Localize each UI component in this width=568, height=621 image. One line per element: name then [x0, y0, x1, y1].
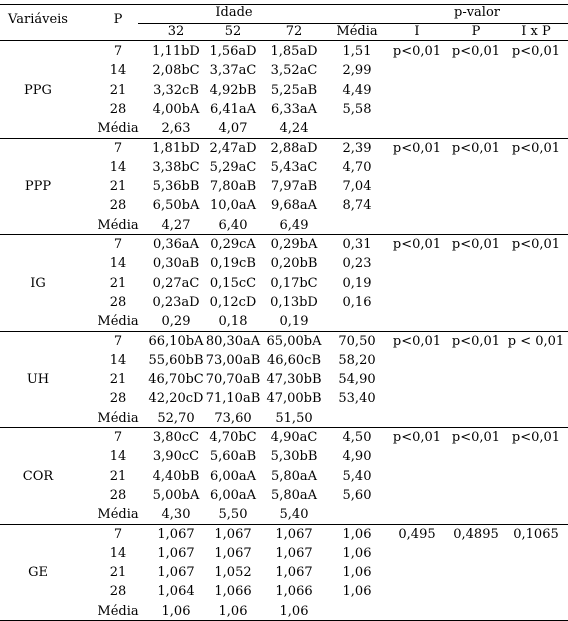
- row-p: Média: [97, 217, 139, 233]
- row-p: 28: [109, 391, 127, 407]
- cell-52: 1,56aD: [209, 44, 257, 59]
- cell-52: 80,30aA: [205, 333, 261, 349]
- row-p: 21: [109, 275, 127, 291]
- cell-72: 7,97aB: [270, 179, 318, 195]
- cell-72: 46,60cB: [266, 352, 322, 368]
- cell-72: 1,067: [275, 545, 313, 561]
- cell-72: 65,00bA: [266, 333, 322, 349]
- cell-media: 0,23: [342, 256, 372, 272]
- cell-72: 47,00bB: [266, 391, 322, 407]
- cell-media: 4,49: [342, 82, 372, 98]
- cell-media: 4,50: [342, 430, 372, 445]
- pvalue-ixp: p<0,01: [511, 140, 561, 156]
- row-p: Média: [97, 121, 139, 137]
- cell-52: 1,066: [214, 584, 252, 600]
- cell-32: 1,067: [157, 565, 195, 581]
- row-p: 14: [109, 352, 127, 368]
- row-p: 21: [109, 82, 127, 98]
- header-col-1: 52: [224, 24, 242, 39]
- cell-32: 0,29: [161, 314, 191, 330]
- cell-media: 2,99: [342, 63, 372, 79]
- cell-32: 3,80cC: [152, 430, 200, 445]
- cell-52: 0,12cD: [209, 294, 257, 310]
- cell-media: 1,51: [342, 44, 372, 59]
- header-col-5: P: [471, 24, 481, 39]
- row-p: 28: [109, 294, 127, 310]
- cell-32: 1,067: [157, 526, 195, 542]
- row-p: 14: [109, 449, 127, 465]
- cell-52: 1,067: [214, 526, 252, 542]
- row-p: 7: [113, 333, 123, 349]
- cell-72: 4,24: [279, 121, 309, 137]
- cell-32: 1,06: [161, 603, 191, 619]
- header-p: P: [113, 12, 123, 27]
- cell-32: 66,10bA: [148, 333, 204, 349]
- group-name-ppg: PPG: [24, 82, 52, 98]
- cell-52: 2,47aD: [209, 140, 257, 156]
- cell-32: 2,08bC: [152, 63, 200, 79]
- group-name-uh: UH: [26, 372, 50, 388]
- cell-72: 1,067: [275, 526, 313, 542]
- cell-72: 9,68aA: [270, 198, 318, 214]
- header-col-3: Média: [336, 24, 378, 39]
- cell-32: 5,00bA: [152, 487, 200, 503]
- cell-32: 46,70bC: [148, 372, 204, 388]
- row-p: 28: [109, 487, 127, 503]
- cell-32: 0,23aD: [152, 294, 200, 310]
- cell-52: 6,00aA: [209, 468, 257, 484]
- row-p: 21: [109, 565, 127, 581]
- pvalue-i: p<0,01: [392, 430, 442, 445]
- row-p: 28: [109, 198, 127, 214]
- pvalue-i: p<0,01: [392, 333, 442, 349]
- pvalue-p: p<0,01: [451, 44, 501, 59]
- group-name-cor: COR: [22, 468, 54, 484]
- cell-media: 1,06: [342, 545, 372, 561]
- cell-52: 6,00aA: [209, 487, 257, 503]
- cell-media: 4,70: [342, 159, 372, 175]
- cell-52: 5,29aC: [209, 159, 257, 175]
- cell-media: 53,40: [338, 391, 376, 407]
- cell-media: 1,06: [342, 565, 372, 581]
- cell-72: 5,40: [279, 507, 309, 523]
- cell-52: 73,00aB: [205, 352, 261, 368]
- header-rule: [0, 40, 568, 41]
- group-name-ge: GE: [28, 565, 48, 581]
- row-p: 21: [109, 468, 127, 484]
- header-col-0: 32: [167, 24, 185, 39]
- cell-72: 6,49: [279, 217, 309, 233]
- row-p: 14: [109, 63, 127, 79]
- cell-media: 0,19: [342, 275, 372, 291]
- cell-32: 0,27aC: [152, 275, 200, 291]
- cell-media: 5,60: [342, 487, 372, 503]
- cell-52: 1,052: [214, 565, 252, 581]
- cell-52: 7,80aB: [209, 179, 257, 195]
- header-col-6: I x P: [521, 24, 551, 39]
- header-pvalor: p-valor: [453, 5, 501, 20]
- pvalue-p: 0,4895: [453, 526, 499, 542]
- cell-52: 3,37aC: [209, 63, 257, 79]
- row-p: Média: [97, 507, 139, 523]
- cell-media: 0,16: [342, 294, 372, 310]
- cell-52: 0,15cC: [209, 275, 257, 291]
- cell-52: 4,92bB: [209, 82, 257, 98]
- idade-rule: [138, 23, 384, 24]
- pvalue-ixp: p<0,01: [511, 237, 561, 252]
- cell-72: 0,20bB: [270, 256, 318, 272]
- pvalue-p: p<0,01: [451, 430, 501, 445]
- cell-32: 3,90cC: [152, 449, 200, 465]
- cell-52: 10,0aA: [209, 198, 257, 214]
- cell-media: 2,39: [342, 140, 372, 156]
- cell-72: 5,30bB: [270, 449, 318, 465]
- row-p: Média: [97, 314, 139, 330]
- cell-72: 4,90aC: [270, 430, 318, 445]
- cell-32: 1,064: [157, 584, 195, 600]
- cell-52: 0,29cA: [210, 237, 256, 252]
- cell-32: 4,30: [161, 507, 191, 523]
- cell-72: 0,17bC: [270, 275, 318, 291]
- cell-media: 54,90: [338, 372, 376, 388]
- header-col-4: I: [414, 24, 420, 39]
- cell-media: 5,58: [342, 101, 372, 117]
- cell-32: 42,20cD: [148, 391, 204, 407]
- pvalue-i: p<0,01: [392, 237, 442, 252]
- pvalue-p: p<0,01: [451, 237, 501, 252]
- cell-52: 6,41aA: [209, 101, 257, 117]
- group-name-ppp: PPP: [24, 179, 52, 195]
- top-rule: [0, 4, 568, 5]
- cell-72: 1,067: [275, 565, 313, 581]
- cell-72: 0,19: [279, 314, 309, 330]
- pvalue-i: p<0,01: [392, 44, 442, 59]
- pvalue-ixp: p < 0,01: [507, 333, 565, 349]
- cell-72: 1,85aD: [270, 44, 318, 59]
- cell-72: 3,52aC: [270, 63, 318, 79]
- cell-52: 1,06: [218, 603, 248, 619]
- cell-media: 58,20: [338, 352, 376, 368]
- cell-32: 52,70: [157, 410, 195, 426]
- cell-media: 8,74: [342, 198, 372, 214]
- cell-52: 5,50: [218, 507, 248, 523]
- cell-52: 4,07: [218, 121, 248, 137]
- cell-media: 4,90: [342, 449, 372, 465]
- row-p: 21: [109, 372, 127, 388]
- cell-52: 1,067: [214, 545, 252, 561]
- row-p: 7: [113, 430, 123, 445]
- cell-72: 1,06: [279, 603, 309, 619]
- row-p: 7: [113, 526, 123, 542]
- row-p: Média: [97, 410, 139, 426]
- header-col-2: 72: [285, 24, 303, 39]
- cell-32: 0,30aB: [152, 256, 200, 272]
- row-p: Média: [97, 603, 139, 619]
- header-idade: Idade: [215, 5, 253, 20]
- cell-32: 4,27: [161, 217, 191, 233]
- cell-32: 2,63: [161, 121, 191, 137]
- row-p: 21: [109, 179, 127, 195]
- cell-72: 2,88aD: [270, 140, 318, 156]
- cell-52: 4,70bC: [209, 430, 257, 445]
- pvalor-rule: [384, 23, 568, 24]
- cell-media: 1,06: [342, 584, 372, 600]
- cell-52: 0,19cB: [210, 256, 256, 272]
- cell-52: 0,18: [218, 314, 248, 330]
- pvalue-ixp: p<0,01: [511, 430, 561, 445]
- cell-52: 71,10aB: [205, 391, 261, 407]
- cell-32: 0,36aA: [152, 237, 200, 252]
- cell-32: 1,11bD: [152, 44, 200, 59]
- cell-32: 55,60bB: [148, 352, 204, 368]
- cell-52: 73,60: [214, 410, 252, 426]
- pvalue-ixp: p<0,01: [511, 44, 561, 59]
- cell-72: 5,43aC: [270, 159, 318, 175]
- group-name-ig: IG: [30, 275, 46, 291]
- pvalue-i: 0,495: [398, 526, 436, 542]
- cell-52: 6,40: [218, 217, 248, 233]
- cell-media: 5,40: [342, 468, 372, 484]
- cell-32: 3,32cB: [153, 82, 199, 98]
- cell-media: 7,04: [342, 179, 372, 195]
- cell-72: 5,80aA: [270, 487, 318, 503]
- row-p: 7: [113, 44, 123, 59]
- header-variaveis: Variáveis: [8, 12, 68, 27]
- cell-72: 47,30bB: [266, 372, 322, 388]
- cell-media: 1,06: [342, 526, 372, 542]
- pvalue-i: p<0,01: [392, 140, 442, 156]
- pvalue-ixp: 0,1065: [513, 526, 559, 542]
- cell-media: 0,31: [342, 237, 372, 252]
- cell-32: 1,81bD: [152, 140, 200, 156]
- row-p: 14: [109, 159, 127, 175]
- row-p: 7: [113, 237, 123, 252]
- cell-32: 4,00bA: [152, 101, 200, 117]
- row-p: 14: [109, 256, 127, 272]
- cell-72: 51,50: [275, 410, 313, 426]
- cell-32: 1,067: [157, 545, 195, 561]
- row-p: 28: [109, 101, 127, 117]
- cell-52: 70,70aB: [205, 372, 261, 388]
- cell-media: 70,50: [338, 333, 376, 349]
- cell-72: 5,80aA: [270, 468, 318, 484]
- pvalue-p: p<0,01: [451, 140, 501, 156]
- cell-32: 5,36bB: [152, 179, 200, 195]
- cell-32: 4,40bB: [152, 468, 200, 484]
- cell-72: 0,13bD: [270, 294, 318, 310]
- cell-72: 5,25aB: [270, 82, 318, 98]
- cell-32: 3,38bC: [152, 159, 200, 175]
- cell-32: 6,50bA: [152, 198, 200, 214]
- cell-72: 0,29bA: [270, 237, 318, 252]
- cell-72: 6,33aA: [270, 101, 318, 117]
- cell-52: 5,60aB: [209, 449, 257, 465]
- row-p: 14: [109, 545, 127, 561]
- cell-72: 1,066: [275, 584, 313, 600]
- row-p: 28: [109, 584, 127, 600]
- row-p: 7: [113, 140, 123, 156]
- pvalue-p: p<0,01: [451, 333, 501, 349]
